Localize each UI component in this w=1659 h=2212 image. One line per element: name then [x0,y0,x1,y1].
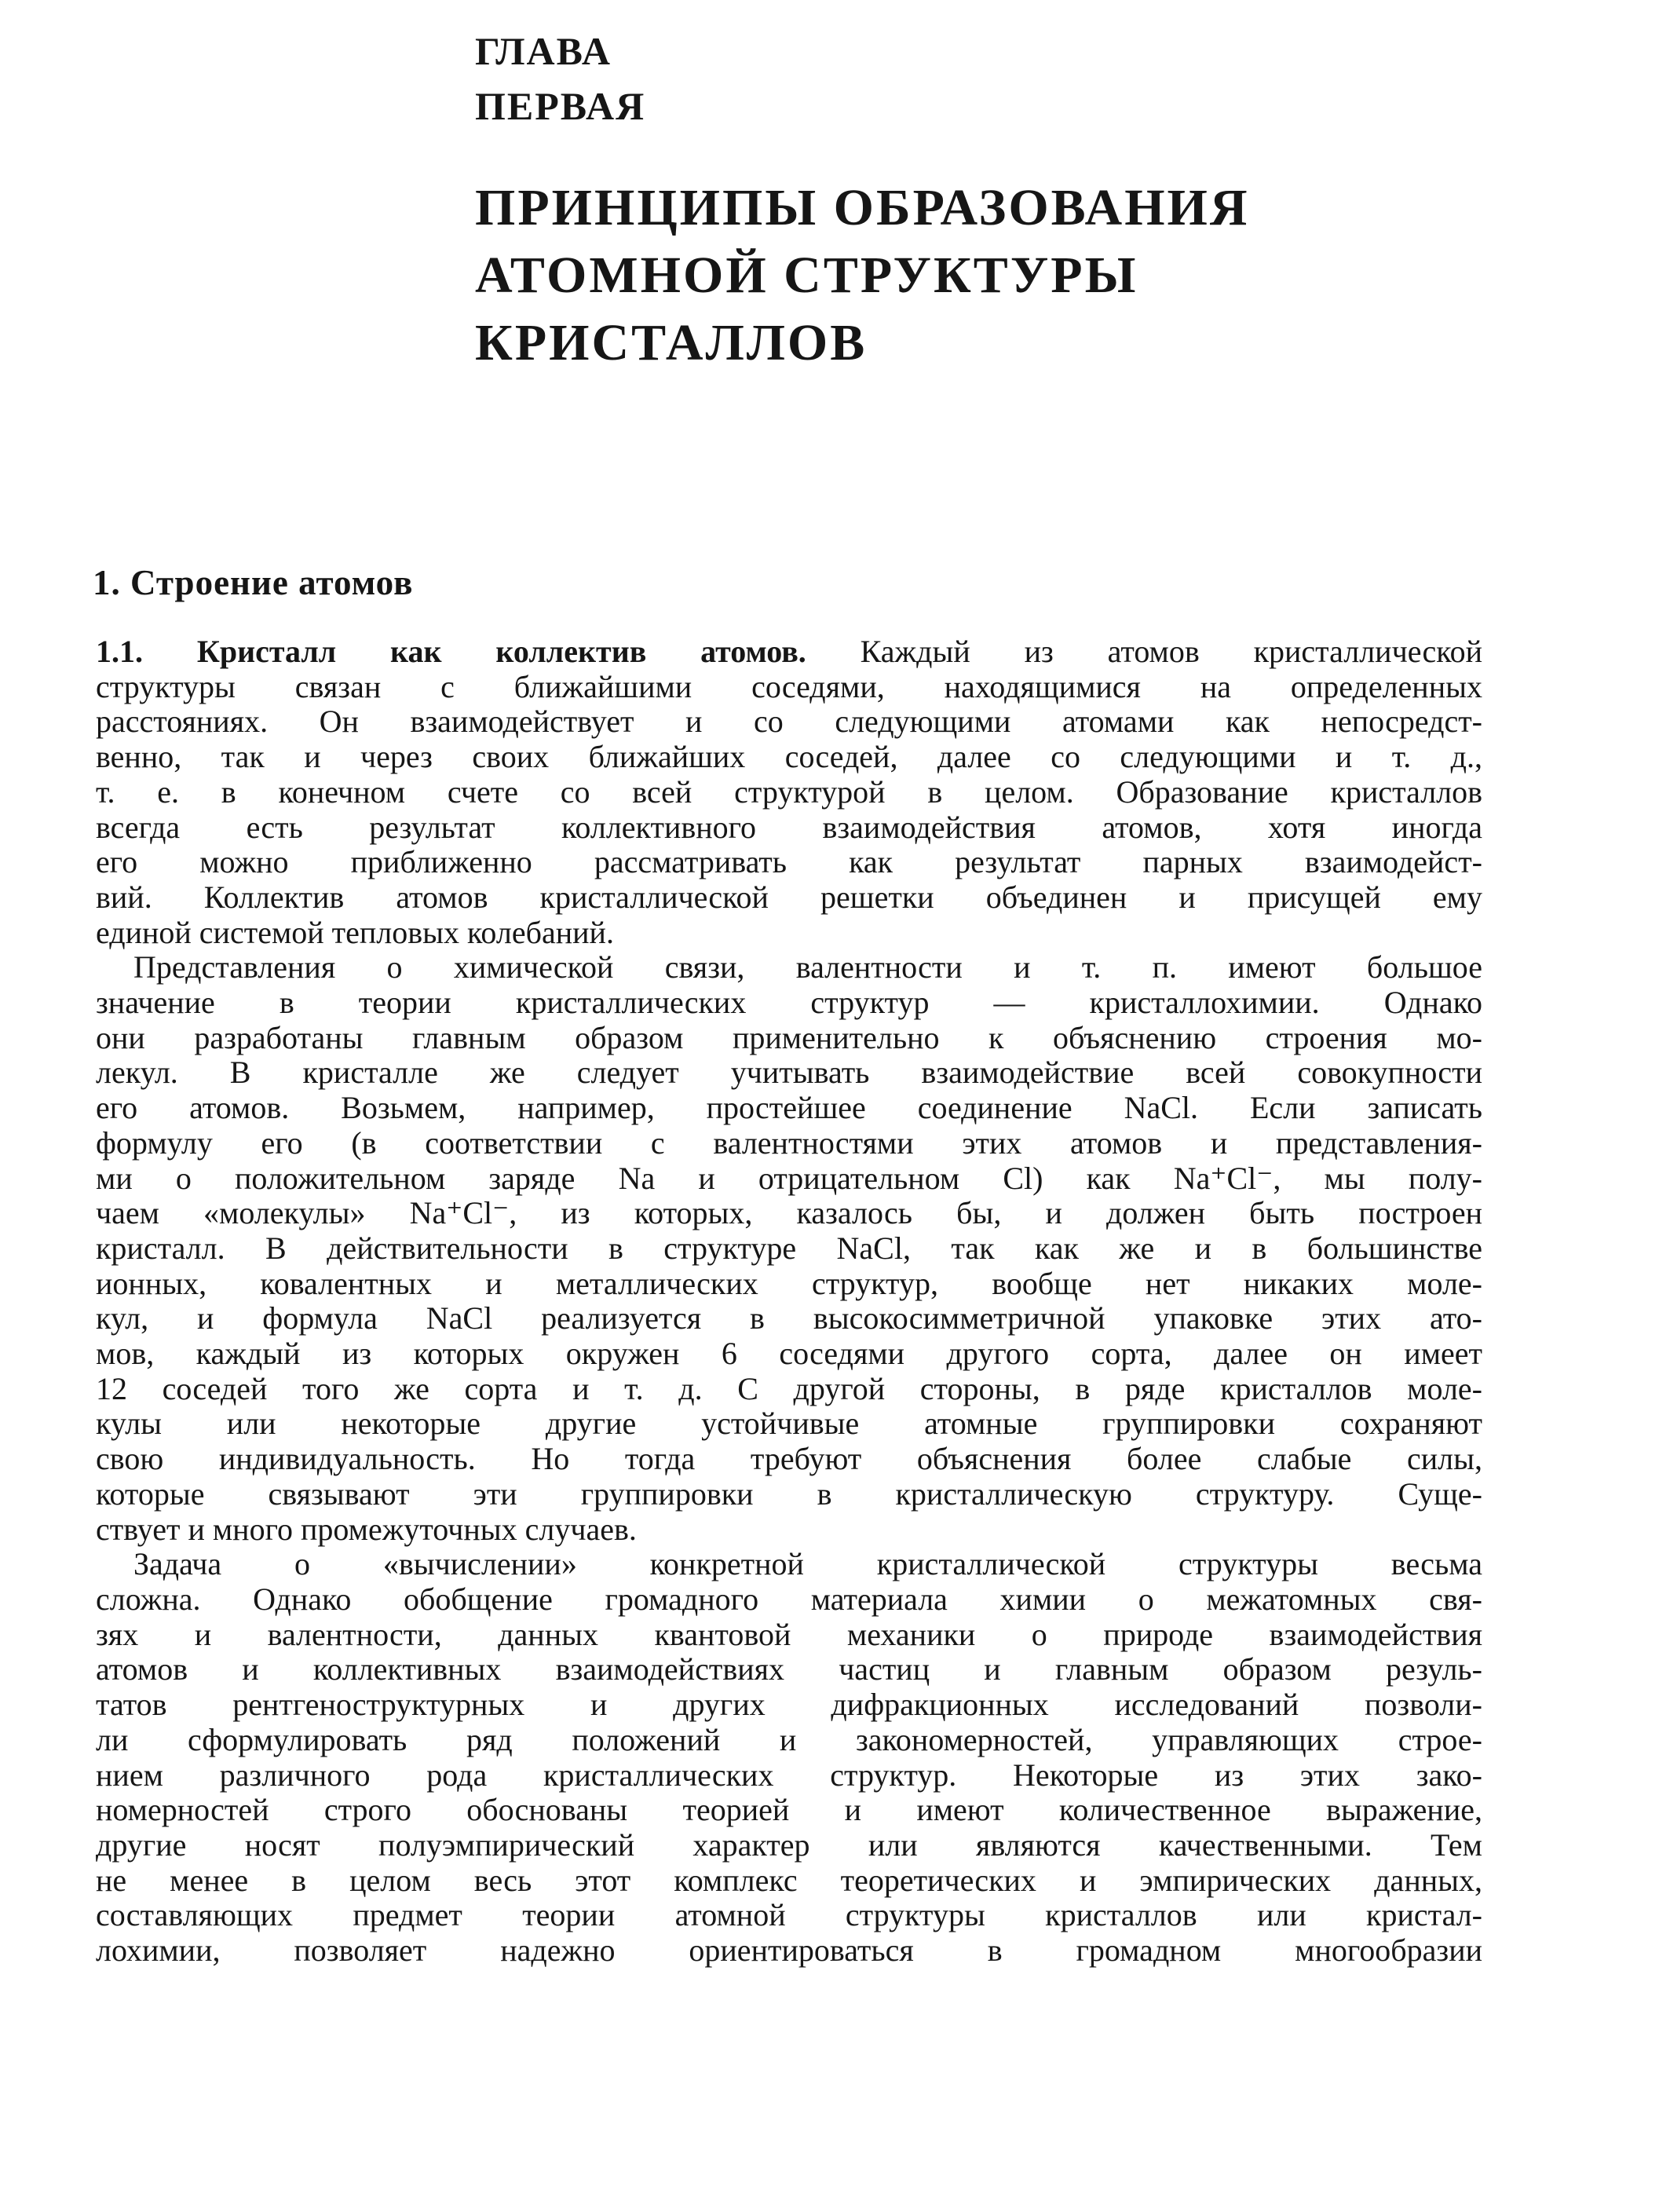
paragraph-1 [96,634,1482,950]
paragraph-line: всегда есть результат коллективного взаимодействия атомов, хотя иногда [96,809,1482,845]
paragraph-2 [96,950,1482,1547]
chapter-title-line-1: ПРИНЦИПЫ ОБРАЗОВАНИЯ [475,179,1250,236]
chapter-label-line-1: ГЛАВА [475,29,612,73]
paragraph-line: татов рентгеноструктурных и других дифракционных исследований позволи- [96,1687,1482,1723]
paragraph-line: мов, каждый из которых окружен 6 соседями другого сорта, далее он имеет [96,1336,1482,1372]
chapter-title-line-3: КРИСТАЛЛОВ [475,314,868,371]
paragraph-line: его атомов. Возьмем, например, простейшее соединение NaCl. Если записать [96,1090,1482,1126]
paragraph-line: ли сформулировать ряд положений и закономерностей, управляющих строе- [96,1721,1482,1757]
paragraph-line: лекул. В кристалле же следует учитывать взаимодействие всей совокупности [96,1055,1482,1091]
paragraph-line: его можно приближенно рассматривать как результат парных взаимодейст- [96,844,1482,880]
paragraph-line: ионных, ковалентных и металлических структур, вообще нет никаких моле- [96,1265,1482,1301]
chapter-title [475,174,1496,377]
paragraph-line: атомов и коллективных взаимодействиях частиц и главным образом резуль- [96,1651,1482,1687]
paragraph-line: структуры связан с ближайшими соседями, находящимися на определенных [96,668,1482,704]
body-text [96,634,1482,1969]
paragraph-line: лохимии, позволяет надежно ориентироваться в громадном многообразии [96,1932,1482,1969]
subsection-run-in-heading: 1.1. Кристалл как коллектив атомов. [96,634,806,669]
paragraph-line: составляющих предмет теории атомной структуры кристаллов или кристал- [96,1897,1482,1933]
paragraph-text: Каждый из атомов кристаллической [806,634,1483,669]
paragraph-line: значение в теории кристаллических структур — кристаллохимии. Однако [96,985,1482,1021]
paragraph-3 [96,1547,1482,1968]
paragraph-line: т. е. в конечном счете со всей структурой в целом. Образование кристаллов [96,773,1482,810]
paragraph-line: ми о положительном заряде Na и отрицательном Cl) как Na⁺Cl⁻, мы полу- [96,1160,1483,1196]
paragraph-line: формулу его (в соответствии с валентностями этих атомов и представления- [96,1124,1482,1161]
paragraph-line: свою индивидуальность. Но тогда требуют объяснения более слабые силы, [96,1441,1482,1477]
paragraph-line: венно, так и через своих ближайших соседей, далее со следующими и т. д., [96,739,1482,775]
paragraph-line: кристалл. В действительности в структуре NaCl, так как же и в большинстве [96,1230,1482,1266]
paragraph-line: кул, и формула NaCl реализуется в высокосимметричной упаковке этих ато- [96,1300,1482,1336]
paragraph-line: зях и валентности, данных квантовой механики о природе взаимодействия [96,1616,1482,1652]
paragraph-line: сложна. Однако обобщение громадного материала химии о межатомных свя- [96,1581,1482,1617]
paragraph-line: номерностей строго обоснованы теорией и имеют количественное выражение, [96,1792,1482,1828]
section-title: 1. Строение атомов [93,563,414,602]
paragraph-line: расстояниях. Он взаимодействует и со следующими атомами как непосредст- [96,704,1482,740]
paragraph-line: ствует и много промежуточных случаев. [96,1511,637,1547]
chapter-heading [475,24,1496,377]
chapter-title-line-2: АТОМНОЙ СТРУКТУРЫ [475,247,1138,304]
paragraph-line: нием различного рода кристаллических структур. Некоторые из этих зако- [96,1757,1482,1793]
paragraph-line: другие носят полуэмпирический характер или являются качественными. Тем [96,1826,1482,1863]
paragraph-line: Задача о «вычислении» конкретной кристаллической структуры весьма [133,1546,1482,1582]
paragraph-line: 12 соседей того же сорта и т. д. С другой стороны, в ряде кристаллов моле- [96,1370,1482,1406]
paragraph-line: чаем «молекулы» Na⁺Cl⁻, из которых, казалось бы, и должен быть построен [96,1195,1482,1231]
paragraph-line: единой системой тепловых колебаний. [96,914,614,950]
paragraph-line: Представления о химической связи, валентности и т. п. имеют большое [133,949,1482,985]
paragraph-line: кулы или некоторые другие устойчивые атомные группировки сохраняют [96,1406,1482,1442]
paragraph-line: они разработаны главным образом применительно к объяснению строения мо- [96,1019,1482,1055]
paragraph-line: не менее в целом весь этот комплекс теоретических и эмпирических данных, [96,1862,1482,1898]
paragraph-line [96,634,1482,670]
paragraph-line: которые связывают эти группировки в кристаллическую структуру. Суще- [96,1475,1482,1512]
chapter-label-line-2: ПЕРВАЯ [475,84,646,128]
paragraph-line: вий. Коллектив атомов кристаллической решетки объединен и присущей ему [96,879,1482,915]
